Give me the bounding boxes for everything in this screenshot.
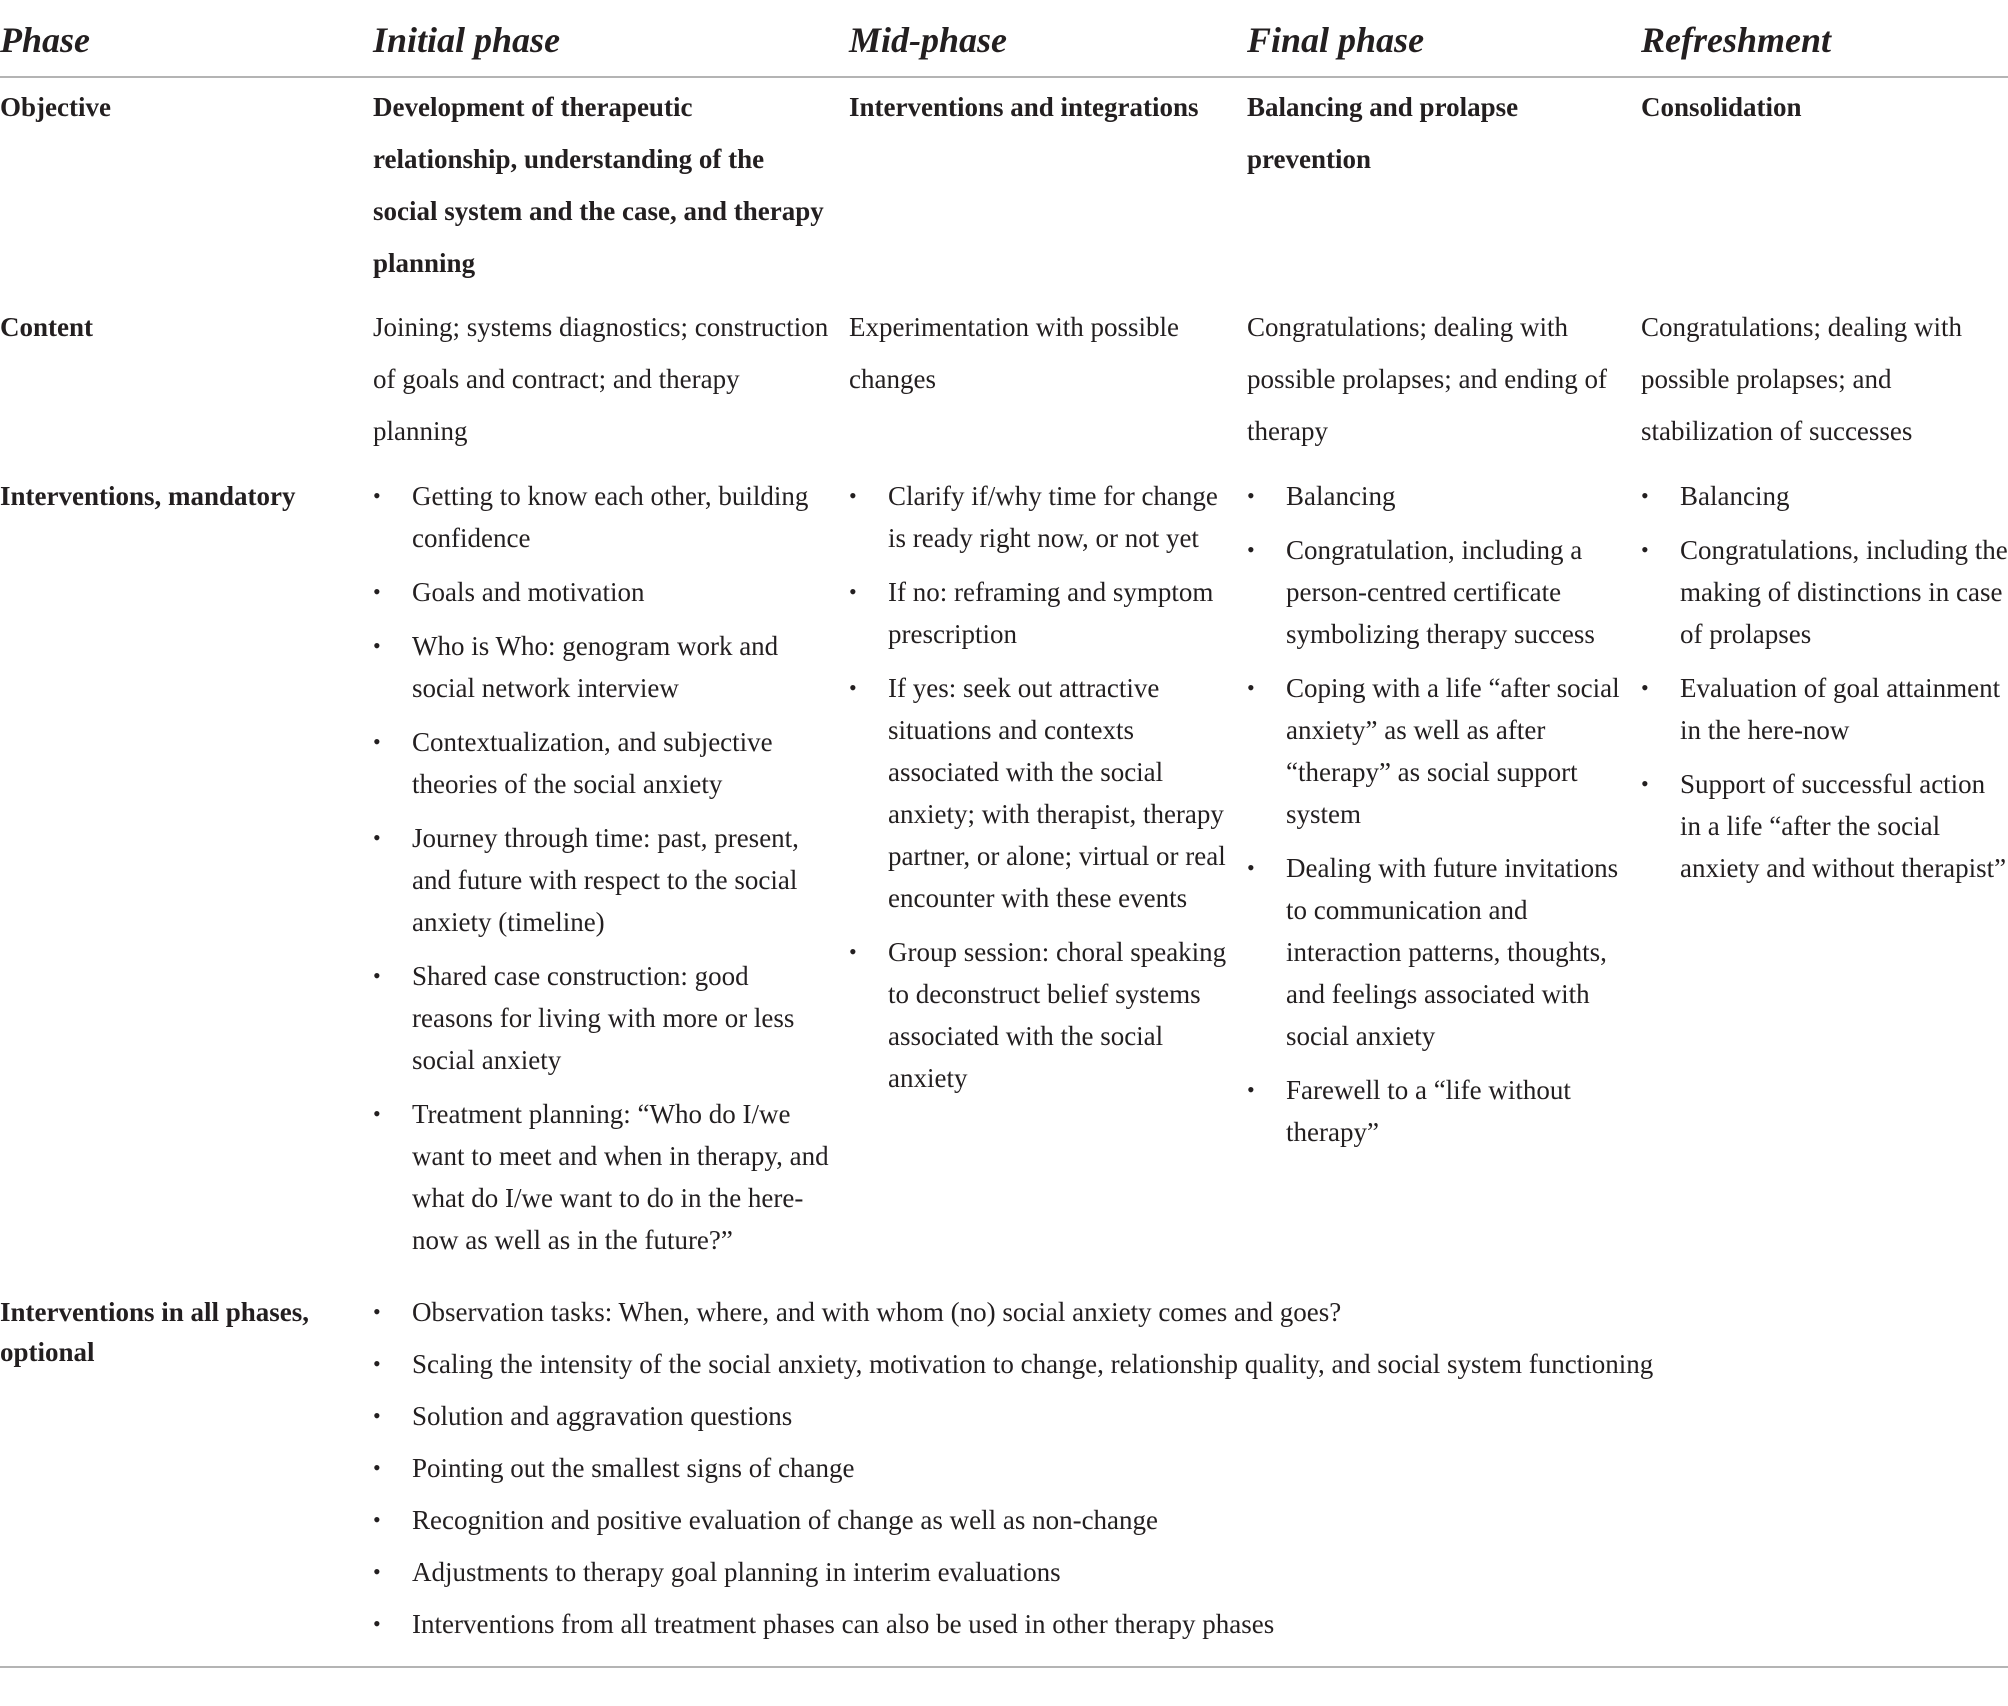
optional-cell <box>373 1287 2008 1667</box>
objective-mid: Interventions and integrations <box>849 92 1199 122</box>
list-item: • Getting to know each other, building confidence <box>373 475 829 559</box>
objective-row <box>0 77 2008 301</box>
mandatory-initial-cell <box>373 470 849 1287</box>
list-item: • If no: reframing and symptom prescription <box>849 571 1227 655</box>
list-item: • Who is Who: genogram work and social network interview <box>373 625 829 709</box>
mandatory-refreshment-cell <box>1641 470 2008 1287</box>
header-refreshment: Refreshment <box>1641 10 2008 77</box>
list-item: • Congratulations, including the making of distinctions in case of prolapses <box>1641 529 2008 655</box>
list-item: • Evaluation of goal attainment in the here-now <box>1641 667 2008 751</box>
list-item: • If yes: seek out attractive situations and contexts associated with the social anxiety; with therapist, therapy partner, or alone; virtual or real encounter with these events <box>849 667 1227 919</box>
objective-label: Objective <box>0 92 111 122</box>
mandatory-label: Interventions, mandatory <box>0 481 296 511</box>
content-mid: Experimentation with possible changes <box>849 312 1179 394</box>
list-item: • Support of successful action in a life “after the social anxiety and without therapist” <box>1641 763 2008 889</box>
header-mid-phase: Mid-phase <box>849 10 1247 77</box>
list-item: • Coping with a life “after social anxiety” as well as after “therapy” as social support system <box>1247 667 1621 835</box>
therapy-phases-table <box>0 10 2008 1668</box>
content-row <box>0 301 2008 470</box>
content-refreshment: Congratulations; dealing with possible prolapses; and stabilization of successes <box>1641 312 1962 446</box>
list-item: • Farewell to a “life without therapy” <box>1247 1069 1621 1153</box>
mandatory-refreshment-list <box>1641 475 2008 889</box>
list-item: • Balancing <box>1641 475 2008 517</box>
list-item: • Pointing out the smallest signs of change <box>373 1448 2008 1488</box>
content-final: Congratulations; dealing with possible prolapses; and ending of therapy <box>1247 312 1607 446</box>
optional-list <box>373 1292 2008 1644</box>
objective-final: Balancing and prolapse prevention <box>1247 92 1519 174</box>
mandatory-row <box>0 470 2008 1287</box>
list-item: • Congratulation, including a person-centred certificate symbolizing therapy success <box>1247 529 1621 655</box>
list-item: • Shared case construction: good reasons for living with more or less social anxiety <box>373 955 829 1081</box>
list-item: • Treatment planning: “Who do I/we want to meet and when in therapy, and what do I/we want to do in the here-now as well as in the future?” <box>373 1093 829 1261</box>
optional-row <box>0 1287 2008 1667</box>
mandatory-mid-cell <box>849 470 1247 1287</box>
list-item: • Journey through time: past, present, and future with respect to the social anxiety (timeline) <box>373 817 829 943</box>
list-item: • Clarify if/why time for change is ready right now, or not yet <box>849 475 1227 559</box>
list-item: • Observation tasks: When, where, and with whom (no) social anxiety comes and goes? <box>373 1292 2008 1332</box>
list-item: • Balancing <box>1247 475 1621 517</box>
list-item: • Interventions from all treatment phases can also be used in other therapy phases <box>373 1604 2008 1644</box>
content-initial: Joining; systems diagnostics; construction of goals and contract; and therapy planning <box>373 312 829 446</box>
header-phase: Phase <box>0 10 373 77</box>
header-row <box>0 10 2008 77</box>
list-item: • Adjustments to therapy goal planning in interim evaluations <box>373 1552 2008 1592</box>
objective-initial: Development of therapeutic relationship, understanding of the social system and the case, and therapy planning <box>373 92 824 278</box>
mandatory-final-cell <box>1247 470 1641 1287</box>
list-item: • Contextualization, and subjective theories of the social anxiety <box>373 721 829 805</box>
list-item: • Recognition and positive evaluation of change as well as non-change <box>373 1500 2008 1540</box>
objective-refreshment: Consolidation <box>1641 92 1802 122</box>
mandatory-final-list <box>1247 475 1621 1153</box>
mandatory-initial-list <box>373 475 829 1261</box>
optional-label: Interventions in all phases, optional <box>0 1287 373 1667</box>
list-item: • Goals and motivation <box>373 571 829 613</box>
mandatory-mid-list <box>849 475 1227 1099</box>
header-initial-phase: Initial phase <box>373 10 849 77</box>
list-item: • Dealing with future invitations to communication and interaction patterns, thoughts, and feelings associated with social anxiety <box>1247 847 1621 1057</box>
list-item: • Scaling the intensity of the social anxiety, motivation to change, relationship quality, and social system functioning <box>373 1344 2008 1384</box>
content-label: Content <box>0 312 93 342</box>
list-item: • Group session: choral speaking to deconstruct belief systems associated with the social anxiety <box>849 931 1227 1099</box>
list-item: • Solution and aggravation questions <box>373 1396 2008 1436</box>
header-final-phase: Final phase <box>1247 10 1641 77</box>
